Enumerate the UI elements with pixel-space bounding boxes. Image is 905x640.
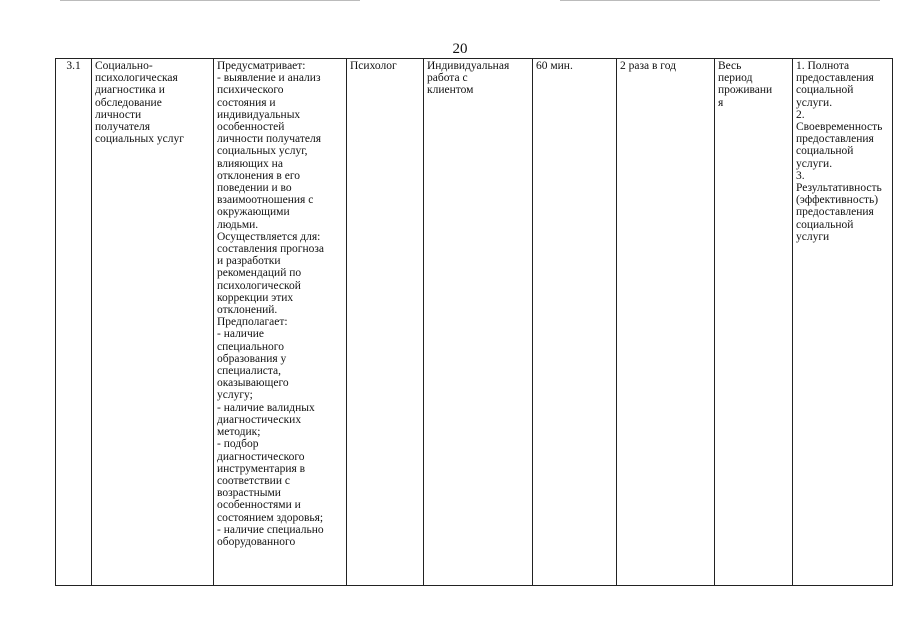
scan-top-rule-right xyxy=(560,0,880,1)
specialist: Психолог xyxy=(350,60,397,72)
cell-line: возрастными xyxy=(217,487,281,500)
cell-line: психологической xyxy=(217,279,301,292)
cell-line: психологическая xyxy=(95,72,178,85)
cell-line: - подбор xyxy=(217,438,259,451)
service-name xyxy=(95,60,210,145)
cell-line: период xyxy=(718,72,753,85)
cell-line: социальной xyxy=(796,145,854,158)
cell-line: образования у xyxy=(217,352,287,365)
cell-line: услуги xyxy=(796,230,830,243)
frequency-cell xyxy=(617,59,715,586)
cell-line: отклонения в его xyxy=(217,169,301,182)
cell-line: Весь xyxy=(718,60,742,72)
service-period xyxy=(718,60,789,109)
cell-line: отклонений. xyxy=(217,304,278,317)
cell-line: влияющих на xyxy=(217,157,283,170)
cell-line: обследование xyxy=(95,96,162,109)
cell-line: взаимоотношения с xyxy=(217,194,314,207)
cell-line: предоставления xyxy=(796,133,874,146)
cell-line: оборудованного xyxy=(217,535,296,548)
cell-line: - выявление и анализ xyxy=(217,72,321,85)
service-description xyxy=(217,60,343,548)
cell-line: индивидуальных xyxy=(217,108,301,121)
specialist-cell xyxy=(347,59,424,586)
cell-line: Своевременность xyxy=(796,121,883,134)
cell-line: клиентом xyxy=(427,84,474,97)
cell-line: социальных услуг, xyxy=(217,145,308,158)
cell-line: Осуществляется для: xyxy=(217,230,321,243)
duration-cell xyxy=(533,59,617,586)
cell-line: окружающими xyxy=(217,206,290,219)
cell-line: я xyxy=(718,96,724,109)
cell-line: социальных услуг xyxy=(95,133,184,146)
cell-line: диагностических xyxy=(217,413,302,426)
cell-line: людьми. xyxy=(217,218,259,231)
page-number: 20 xyxy=(452,41,468,57)
cell-line: состояния и xyxy=(217,96,276,109)
service-form xyxy=(427,60,529,97)
cell-line: личности получателя xyxy=(217,133,322,146)
cell-line: составления прогноза xyxy=(217,243,325,256)
cell-line: психического xyxy=(217,84,284,97)
cell-line: инструментария в xyxy=(217,462,306,475)
services-table xyxy=(55,58,893,586)
cell-line: предоставления xyxy=(796,206,874,219)
cell-line: личности xyxy=(95,108,142,121)
cell-line: услуги. xyxy=(796,96,833,109)
cell-line: специалиста, xyxy=(217,365,282,378)
service-name-cell xyxy=(92,59,214,586)
scan-top-rule-left xyxy=(60,0,360,1)
cell-line: услуги. xyxy=(796,157,833,170)
duration: 60 мин. xyxy=(536,60,573,72)
cell-line: социальной xyxy=(796,218,854,231)
frequency: 2 раза в год xyxy=(620,60,677,72)
cell-line: проживани xyxy=(718,84,773,97)
cell-line: 1. Полнота xyxy=(796,60,850,72)
row-number: 3.1 xyxy=(66,60,81,72)
cell-line: работа с xyxy=(427,72,468,85)
cell-line: методик; xyxy=(217,426,261,439)
cell-line: (эффективность) xyxy=(796,194,879,207)
form-cell xyxy=(424,59,533,586)
cell-line: получателя xyxy=(95,121,150,134)
cell-line: оказывающего xyxy=(217,377,289,390)
cell-line: 3. xyxy=(796,169,805,182)
cell-line: Предусматривает: xyxy=(217,60,306,72)
cell-line: и разработки xyxy=(217,255,281,268)
cell-line: диагностического xyxy=(217,450,305,463)
cell-line: услугу; xyxy=(217,389,253,402)
period-cell xyxy=(715,59,793,586)
quality-criteria xyxy=(796,60,889,243)
cell-line: рекомендаций по xyxy=(217,267,302,280)
cell-line: соответствии с xyxy=(217,474,290,487)
table-row xyxy=(56,59,893,586)
cell-line: Результативность xyxy=(796,182,882,195)
cell-line: - наличие специально xyxy=(217,523,324,536)
criteria-cell xyxy=(793,59,893,586)
cell-line: особенностями и xyxy=(217,499,301,512)
cell-line: состоянием здоровья; xyxy=(217,511,324,524)
cell-line: Социально- xyxy=(95,60,153,72)
description-cell xyxy=(214,59,347,586)
cell-line: 2. xyxy=(796,108,805,121)
cell-line: поведении и во xyxy=(217,182,292,195)
row-number-cell xyxy=(56,59,92,586)
cell-line: - наличие xyxy=(217,328,264,341)
cell-line: коррекции этих xyxy=(217,291,294,304)
cell-line: особенностей xyxy=(217,121,285,134)
cell-line: - наличие валидных xyxy=(217,401,315,414)
cell-line: диагностика и xyxy=(95,84,165,97)
cell-line: предоставления xyxy=(796,72,874,85)
cell-line: Индивидуальная xyxy=(427,60,510,72)
cell-line: социальной xyxy=(796,84,854,97)
cell-line: Предполагает: xyxy=(217,316,288,329)
cell-line: специального xyxy=(217,340,284,353)
